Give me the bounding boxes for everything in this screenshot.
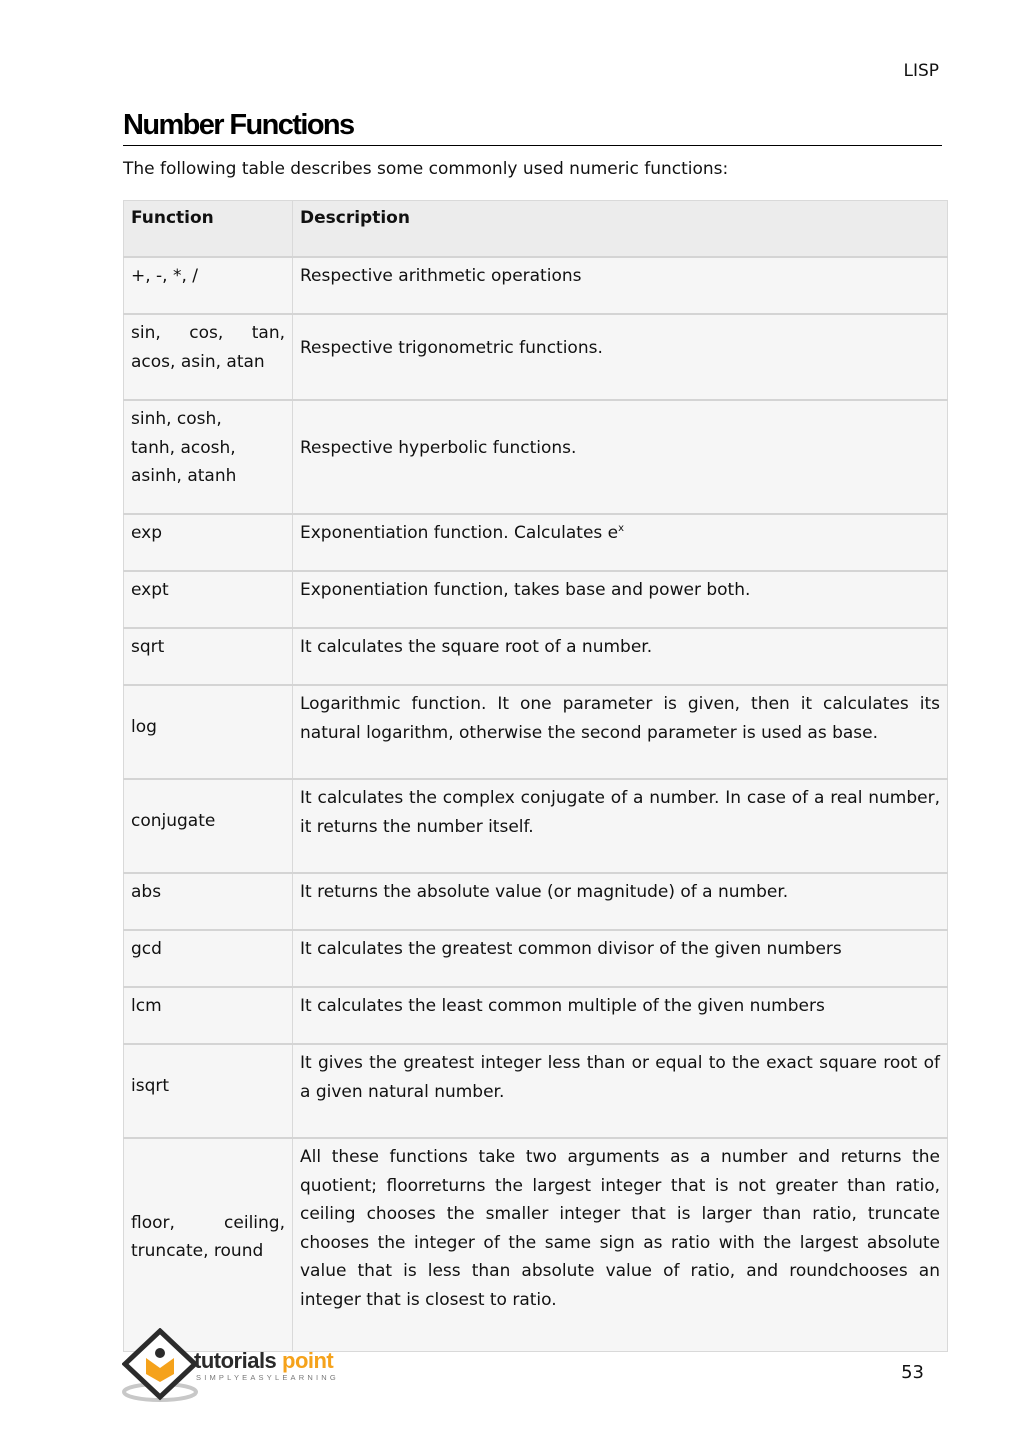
function-cell: exp (124, 514, 293, 571)
description-cell: Respective hyperbolic functions. (293, 400, 948, 514)
logo-graphic (122, 1328, 372, 1404)
table-row (124, 779, 948, 873)
column-header-description: Description (293, 201, 948, 258)
function-cell-text: sinh, cosh, tanh, acosh, asinh, atanh (131, 409, 237, 486)
function-cell: gcd (124, 930, 293, 987)
running-header: LISP (903, 61, 939, 81)
description-cell: It calculates the complex conjugate of a number. In case of a real number, it returns the number itself. (293, 779, 948, 873)
table-row (124, 314, 948, 400)
table-header-row (124, 201, 948, 258)
description-cell: Exponentiation function, takes base and power both. (293, 571, 948, 628)
function-cell: abs (124, 873, 293, 930)
table-row (124, 628, 948, 685)
description-cell (293, 514, 948, 571)
function-cell: sqrt (124, 628, 293, 685)
number-functions-table (123, 200, 948, 1352)
logo-tagline: SIMPLYEASYLEARNING (196, 1373, 339, 1382)
column-header-function: Function (124, 201, 293, 258)
description-cell: It returns the absolute value (or magnitude) of a number. (293, 873, 948, 930)
function-cell: +, -, *, / (124, 257, 293, 314)
description-cell: It calculates the greatest common divisor of the given numbers (293, 930, 948, 987)
logo-brand-part2: point (282, 1348, 334, 1373)
intro-paragraph: The following table describes some commonly used numeric functions: (123, 159, 729, 179)
table-row (124, 257, 948, 314)
description-cell: All these functions take two arguments as a number and returns the quotient; floorreturns the largest integer that is not greater than ratio, ceiling chooses the smaller integer that is larger than ratio, truncate chooses the integer of the same sign as ratio with the largest absolute value that is less than absolute value of ratio, and roundchooses an integer that is closest to ratio. (293, 1138, 948, 1352)
function-cell: conjugate (124, 779, 293, 873)
table-row (124, 987, 948, 1044)
function-cell (124, 400, 293, 514)
table-row (124, 873, 948, 930)
description-cell: It calculates the least common multiple of the given numbers (293, 987, 948, 1044)
tutorialspoint-logo (122, 1328, 372, 1404)
table-row (124, 1138, 948, 1352)
function-cell: sin, cos, tan, acos, asin, atan (124, 314, 293, 400)
function-cell: lcm (124, 987, 293, 1044)
description-cell: Logarithmic function. It one parameter is given, then it calculates its natural logarithm, otherwise the second parameter is used as base. (293, 685, 948, 779)
table-row (124, 514, 948, 571)
description-cell: Respective trigonometric functions. (293, 314, 948, 400)
description-cell: It calculates the square root of a number. (293, 628, 948, 685)
superscript-x: x (618, 523, 625, 534)
page-title: Number Functions (123, 108, 942, 146)
description-cell: It gives the greatest integer less than or equal to the exact square root of a given natural number. (293, 1044, 948, 1138)
logo-head-icon (155, 1348, 165, 1358)
table-row (124, 930, 948, 987)
function-cell: isqrt (124, 1044, 293, 1138)
table-row (124, 685, 948, 779)
table-row (124, 1044, 948, 1138)
function-cell: floor, ceiling, truncate, round (124, 1138, 293, 1352)
logo-brand-part1: tutorials (194, 1348, 277, 1373)
function-cell: expt (124, 571, 293, 628)
description-text: Exponentiation function. Calculates e (300, 523, 619, 543)
table-row (124, 400, 948, 514)
description-cell: Respective arithmetic operations (293, 257, 948, 314)
table-row (124, 571, 948, 628)
function-cell: log (124, 685, 293, 779)
page-number: 53 (901, 1362, 924, 1383)
